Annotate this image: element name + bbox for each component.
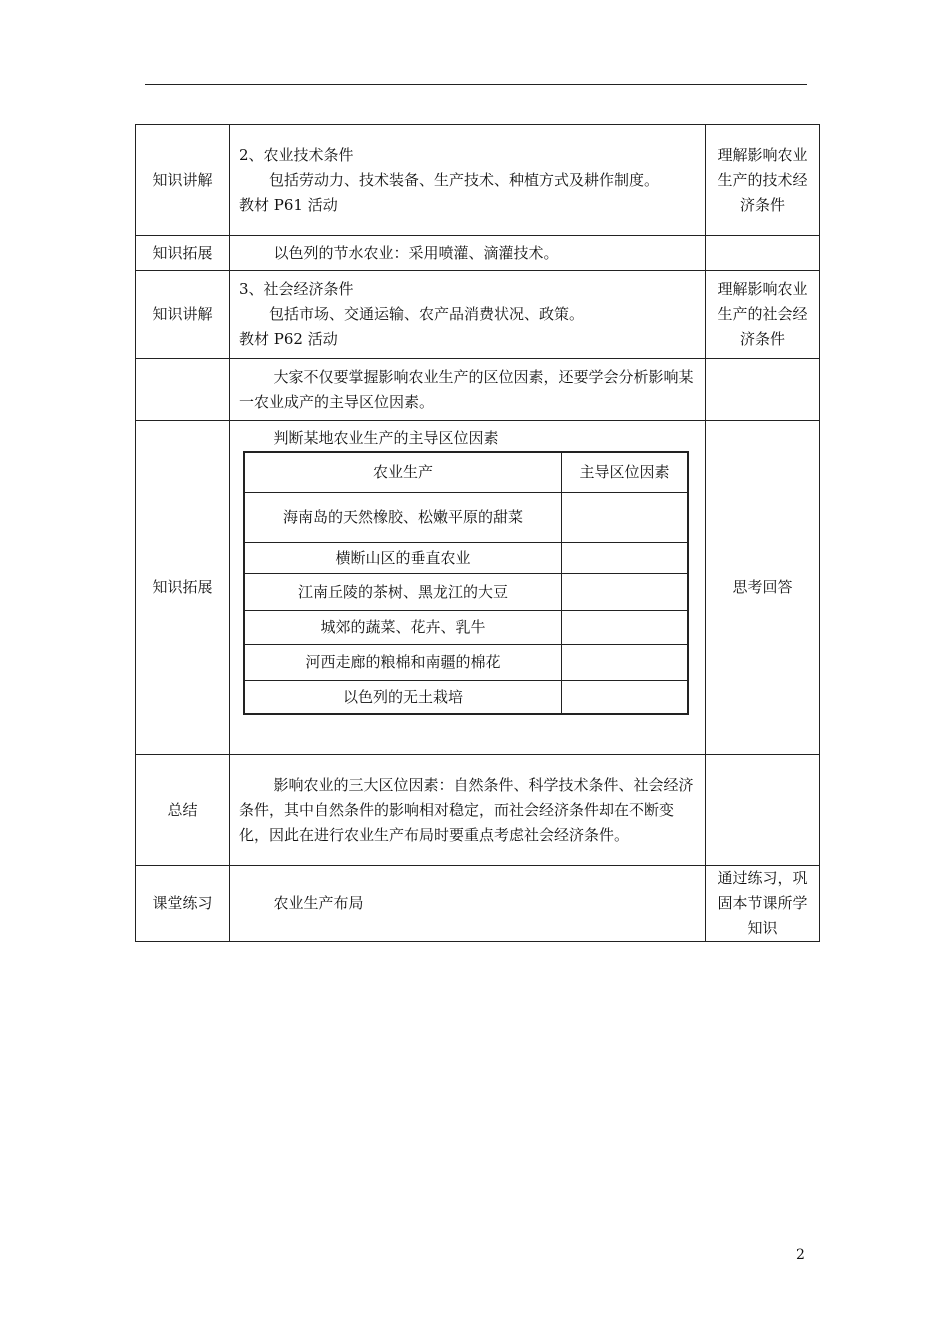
table-row (136, 755, 820, 866)
factors-answer-cell (562, 680, 689, 714)
factors-answer-cell (562, 573, 689, 610)
table-row (136, 359, 820, 421)
row-note (706, 755, 820, 866)
row-label: 总结 (136, 755, 230, 866)
page-number: 2 (796, 1247, 805, 1263)
factors-cell: 以色列的无土栽培 (244, 680, 562, 714)
factors-header-row (244, 452, 688, 492)
row-label: 课堂练习 (136, 866, 230, 942)
content-paragraph: 大家不仅要掌握影响农业生产的区位因素，还要学会分析影响某一农业成产的主导区位因素。 (239, 367, 694, 411)
row-content (230, 359, 706, 421)
row-note: 通过练习，巩固本节课所学知识 (706, 866, 820, 942)
factors-row (244, 610, 688, 644)
factors-row (244, 573, 688, 610)
row-note (706, 359, 820, 421)
factors-row (244, 492, 688, 542)
factors-answer-cell (562, 644, 689, 680)
factors-row (244, 644, 688, 680)
factors-row (244, 542, 688, 573)
column-header: 主导区位因素 (562, 452, 689, 492)
content-line: 教材 P61 活动 (239, 195, 338, 214)
content-line: 包括劳动力、技术装备、生产技术、种植方式及耕作制度。 (269, 170, 660, 189)
content-line: 教材 P62 活动 (239, 330, 338, 348)
factors-cell: 河西走廊的粮棉和南疆的棉花 (244, 644, 562, 680)
factors-answer-cell (562, 492, 689, 542)
column-header: 农业生产 (244, 452, 562, 492)
factors-cell: 城郊的蔬菜、花卉、乳牛 (244, 610, 562, 644)
row-label: 知识拓展 (136, 421, 230, 755)
content-line: 以色列的节水农业：采用喷灌、滴灌技术。 (273, 243, 559, 262)
content-paragraph: 影响农业的三大区位因素：自然条件、科学技术条件、社会经济条件，其中自然条件的影响相对稳定，而社会经济条件却在不断变化，因此在进行农业生产布局时要重点考虑社会经济条件。 (239, 775, 694, 844)
factors-row (244, 680, 688, 714)
row-label: 知识讲解 (136, 125, 230, 236)
row-content (230, 236, 706, 271)
content-line: 包括市场、交通运输、农产品消费状况、政策。 (269, 305, 585, 323)
factors-table (243, 451, 689, 715)
row-note: 思考回答 (706, 421, 820, 755)
row-note: 理解影响农业生产的技术经济条件 (706, 125, 820, 236)
factors-answer-cell (562, 610, 689, 644)
row-label: 知识讲解 (136, 271, 230, 359)
table-row (136, 271, 820, 359)
table-row (136, 421, 820, 755)
content-heading: 2、农业技术条件 (239, 145, 354, 164)
row-label (136, 359, 230, 421)
row-label: 知识拓展 (136, 236, 230, 271)
row-content (230, 271, 706, 359)
table-row (136, 125, 820, 236)
content-heading: 3、社会经济条件 (239, 280, 354, 298)
table-row (136, 866, 820, 942)
row-content (230, 755, 706, 866)
row-content (230, 421, 706, 755)
factors-cell: 海南岛的天然橡胶、松嫩平原的甜菜 (244, 492, 562, 542)
factors-cell: 横断山区的垂直农业 (244, 542, 562, 573)
factors-cell: 江南丘陵的茶树、黑龙江的大豆 (244, 573, 562, 610)
row-note (706, 236, 820, 271)
row-note: 理解影响农业生产的社会经济条件 (706, 271, 820, 359)
row-content (230, 866, 706, 942)
factors-answer-cell (562, 542, 689, 573)
table-row (136, 236, 820, 271)
content-line: 农业生产布局 (273, 894, 364, 912)
content-heading: 判断某地农业生产的主导区位因素 (273, 429, 499, 447)
row-content (230, 125, 706, 236)
lesson-plan-table (135, 124, 820, 942)
header-rule (145, 84, 807, 85)
